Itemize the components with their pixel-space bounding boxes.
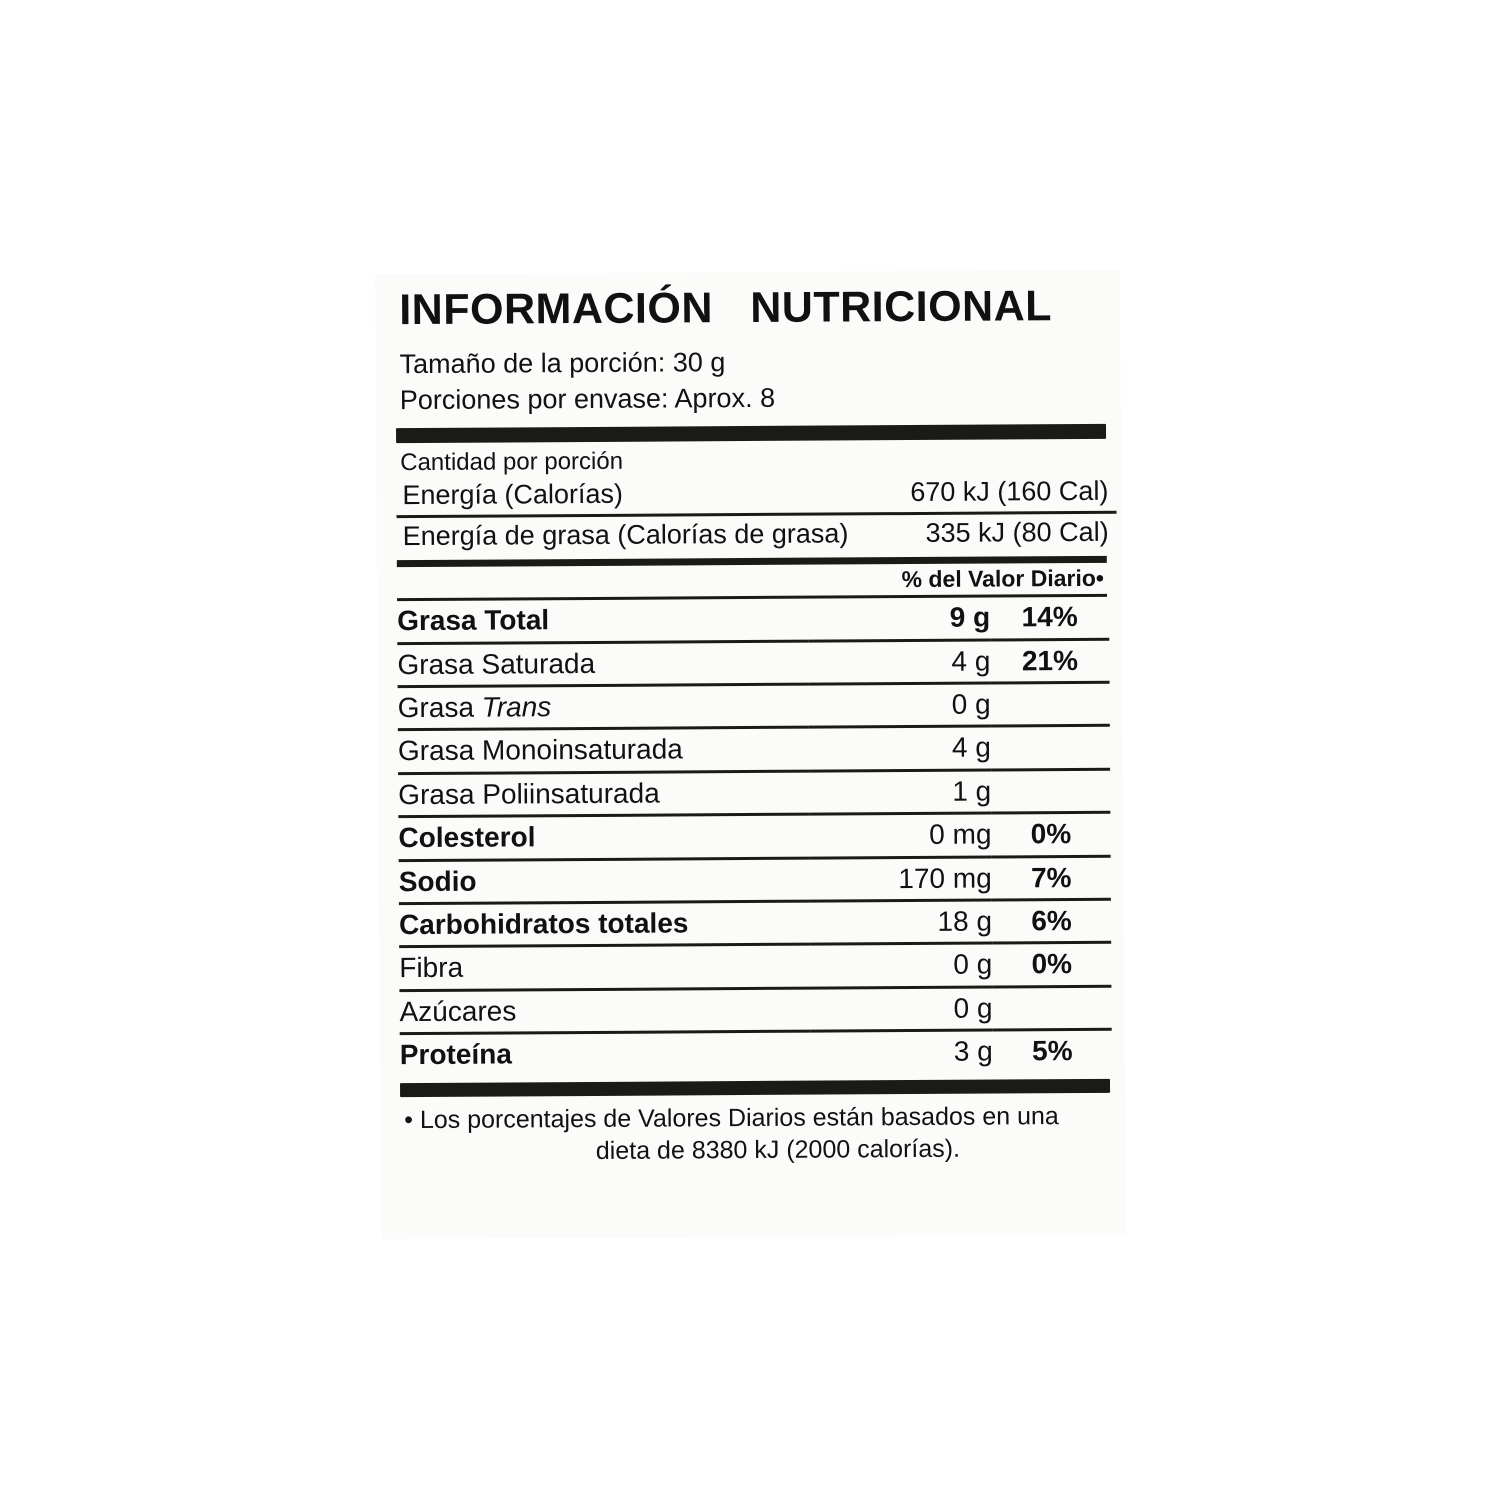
daily-value-header: % del Valor Diario• — [901, 565, 1105, 593]
table-row — [396, 473, 1116, 517]
table-row — [398, 769, 1110, 817]
nutrient-daily-value — [991, 769, 1110, 813]
nutrient-daily-value: 21% — [990, 639, 1109, 683]
nutrient-amount: 0 mg — [810, 813, 992, 857]
nutrient-daily-value: 7% — [992, 856, 1111, 900]
table-row — [398, 812, 1110, 860]
nutrient-amount: 18 g — [810, 900, 992, 944]
nutrient-amount: 4 g — [809, 727, 991, 771]
table-row — [397, 597, 1109, 643]
nutrient-name: Proteína — [399, 1038, 512, 1071]
nutrient-daily-value: 14% — [990, 597, 1109, 640]
energy-name: Energía (Calorías) — [396, 474, 902, 517]
table-row — [399, 856, 1111, 904]
energy-from-fat-value: 335 kJ (80 Cal) — [925, 517, 1109, 549]
daily-value-footnote — [404, 1101, 1111, 1168]
nutrient-daily-value — [991, 726, 1110, 770]
table-row — [398, 682, 1110, 730]
nutrients-table — [397, 597, 1112, 1075]
nutrient-name-italic: Trans — [481, 691, 552, 723]
nutrient-name: Fibra — [399, 944, 811, 990]
nutrient-name: Grasa Total — [397, 599, 809, 643]
footnote-line-2: dieta de 8380 kJ (2000 calorías). — [595, 1134, 961, 1165]
nutrient-name: Grasa Saturada — [397, 641, 809, 687]
energy-table — [396, 473, 1116, 556]
table-row — [399, 986, 1111, 1034]
divider-thick-bottom — [400, 1079, 1110, 1097]
nutrient-amount: 9 g — [809, 598, 991, 641]
nutrient-daily-value: 5% — [1031, 1035, 1073, 1067]
nutrient-name — [398, 684, 810, 730]
servings-per-container-line: Porciones por envase: Aprox. 8 — [399, 382, 776, 415]
nutrient-name: Grasa Monoinsaturada — [398, 728, 810, 774]
nutrient-daily-value: 0% — [991, 812, 1110, 856]
nutrient-name: Grasa Poliinsaturada — [398, 771, 810, 817]
page-title: INFORMACIÓN NUTRICIONAL — [399, 282, 1053, 335]
nutrient-amount: 3 g — [953, 1035, 993, 1067]
nutrient-amount: 0 g — [809, 683, 991, 727]
table-row — [397, 639, 1109, 687]
footnote-line-1: • Los porcentajes de Valores Diarios están basados en una — [404, 1102, 1059, 1135]
nutrient-name: Colesterol — [398, 814, 810, 860]
table-row — [399, 899, 1111, 947]
nutrient-amount: 4 g — [809, 640, 991, 684]
nutrient-name: Carbohidratos totales — [399, 901, 811, 947]
serving-size-line: Tamaño de la porción: 30 g — [399, 347, 726, 380]
nutrient-name: Sodio — [399, 858, 811, 904]
nutrient-name: Azúcares — [399, 988, 811, 1034]
energy-from-fat-name: Energía de grasa (Calorías de grasa) — [402, 518, 849, 552]
nutrition-facts-label — [375, 270, 1126, 1240]
nutrient-name-text: Grasa — [397, 691, 482, 724]
nutrient-amount: 170 mg — [810, 857, 992, 901]
nutrient-amount: 0 g — [811, 943, 993, 987]
table-row — [400, 1029, 1112, 1075]
nutrient-daily-value — [991, 682, 1110, 726]
nutrient-daily-value: 0% — [992, 943, 1111, 987]
nutrient-amount: 1 g — [810, 770, 992, 814]
nutrient-amount: 0 g — [811, 987, 993, 1031]
table-row — [399, 943, 1111, 991]
nutrient-daily-value — [992, 986, 1111, 1030]
amount-per-serving-label: Cantidad por porción — [400, 448, 624, 477]
energy-value: 670 kJ (160 Cal) — [902, 473, 1116, 514]
divider-thick-top — [396, 424, 1106, 443]
table-row — [397, 513, 1117, 557]
table-row — [398, 726, 1110, 774]
nutrient-daily-value: 6% — [992, 899, 1111, 943]
